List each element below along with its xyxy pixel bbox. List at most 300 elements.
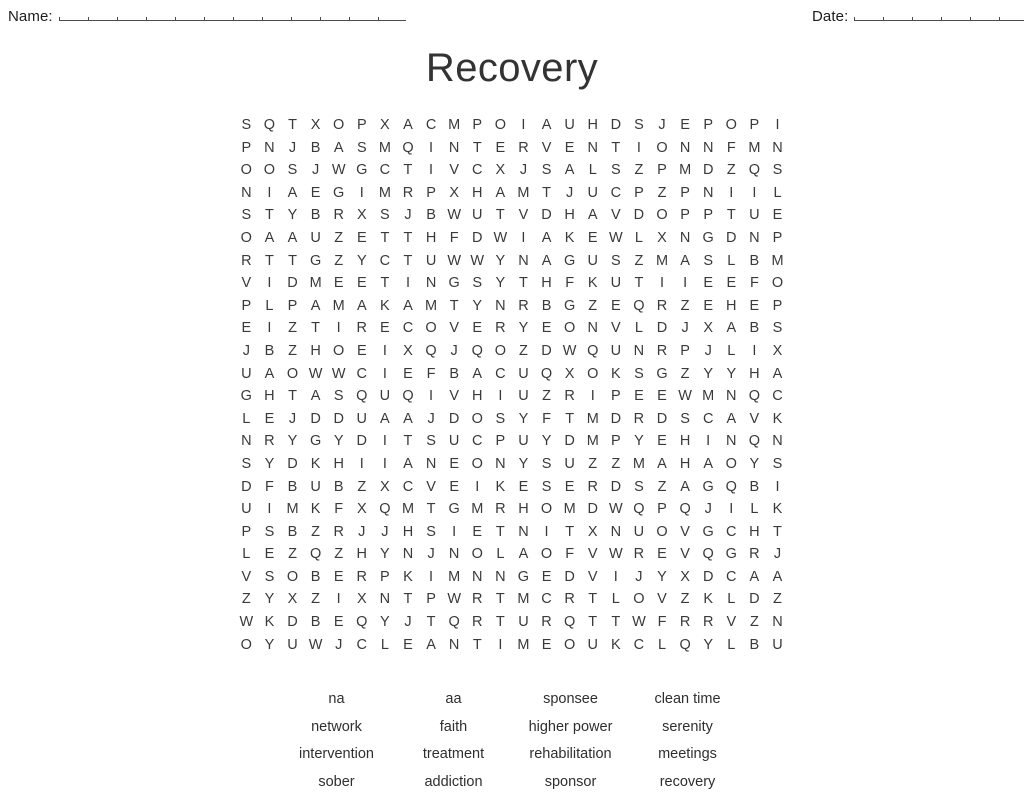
grid-cell[interactable]: W [327,159,350,182]
grid-cell[interactable]: U [604,340,627,363]
grid-cell[interactable]: Z [627,159,650,182]
grid-cell[interactable]: Y [697,363,720,386]
grid-cell[interactable]: V [535,137,558,160]
grid-cell[interactable]: G [327,182,350,205]
grid-cell[interactable]: X [651,227,674,250]
grid-cell[interactable]: Y [489,250,512,273]
grid-cell[interactable]: I [258,272,281,295]
grid-cell[interactable]: T [420,611,443,634]
grid-cell[interactable]: A [558,159,581,182]
grid-cell[interactable]: H [674,430,697,453]
grid-cell[interactable]: H [674,453,697,476]
grid-cell[interactable]: M [420,295,443,318]
grid-cell[interactable]: S [420,430,443,453]
grid-cell[interactable]: S [258,521,281,544]
word-list-item[interactable]: clean time [629,686,746,714]
grid-cell[interactable]: C [420,114,443,137]
grid-cell[interactable]: J [443,340,466,363]
grid-cell[interactable]: B [281,521,304,544]
grid-cell[interactable]: Y [535,430,558,453]
grid-cell[interactable]: V [674,543,697,566]
grid-cell[interactable]: J [512,159,535,182]
grid-cell[interactable]: L [604,588,627,611]
grid-cell[interactable]: W [604,227,627,250]
grid-cell[interactable]: W [489,227,512,250]
grid-cell[interactable]: Y [720,363,743,386]
grid-cell[interactable]: M [327,295,350,318]
grid-cell[interactable]: E [350,340,373,363]
grid-cell[interactable]: E [720,272,743,295]
grid-cell[interactable]: I [373,340,396,363]
grid-cell[interactable]: G [720,543,743,566]
grid-cell[interactable]: D [304,408,327,431]
grid-cell[interactable]: M [581,408,604,431]
grid-cell[interactable]: Z [281,317,304,340]
grid-cell[interactable]: L [489,543,512,566]
grid-cell[interactable]: Y [327,430,350,453]
name-input-line[interactable] [59,6,406,21]
grid-cell[interactable]: K [304,498,327,521]
grid-cell[interactable]: E [397,363,420,386]
grid-cell[interactable]: Q [350,385,373,408]
grid-cell[interactable]: T [604,611,627,634]
grid-cell[interactable]: D [281,453,304,476]
grid-cell[interactable]: Q [304,543,327,566]
grid-cell[interactable]: Y [743,453,766,476]
grid-cell[interactable]: B [258,340,281,363]
grid-cell[interactable]: D [697,566,720,589]
word-list-item[interactable]: serenity [629,714,746,742]
grid-cell[interactable]: M [674,159,697,182]
grid-cell[interactable]: T [489,204,512,227]
grid-cell[interactable]: M [512,588,535,611]
grid-cell[interactable]: M [697,385,720,408]
grid-cell[interactable]: H [466,182,489,205]
grid-cell[interactable]: R [627,543,650,566]
grid-cell[interactable]: F [327,498,350,521]
grid-cell[interactable]: Q [443,611,466,634]
grid-cell[interactable]: M [512,182,535,205]
grid-cell[interactable]: Q [397,385,420,408]
grid-cell[interactable]: D [627,204,650,227]
grid-cell[interactable]: N [604,521,627,544]
grid-cell[interactable]: G [558,250,581,273]
grid-cell[interactable]: W [627,611,650,634]
grid-cell[interactable]: N [466,566,489,589]
grid-cell[interactable]: X [697,317,720,340]
grid-cell[interactable]: D [558,430,581,453]
grid-cell[interactable]: P [766,295,789,318]
grid-cell[interactable]: A [397,408,420,431]
grid-cell[interactable]: C [720,566,743,589]
grid-cell[interactable]: A [674,476,697,499]
date-input-line[interactable] [854,6,1024,21]
grid-cell[interactable]: R [258,430,281,453]
grid-cell[interactable]: J [651,114,674,137]
grid-cell[interactable]: N [674,227,697,250]
grid-cell[interactable]: P [420,182,443,205]
grid-cell[interactable]: X [766,340,789,363]
grid-cell[interactable]: U [558,114,581,137]
grid-cell[interactable]: B [420,204,443,227]
grid-cell[interactable]: E [258,408,281,431]
grid-cell[interactable]: C [766,385,789,408]
grid-cell[interactable]: T [512,272,535,295]
grid-cell[interactable]: A [420,634,443,657]
grid-cell[interactable]: J [697,340,720,363]
grid-cell[interactable]: X [350,588,373,611]
grid-cell[interactable]: P [627,182,650,205]
grid-cell[interactable]: V [420,476,443,499]
grid-cell[interactable]: X [397,340,420,363]
grid-cell[interactable]: Y [489,272,512,295]
grid-cell[interactable]: U [558,453,581,476]
grid-cell[interactable]: U [627,521,650,544]
grid-cell[interactable]: H [743,521,766,544]
grid-cell[interactable]: H [581,114,604,137]
grid-cell[interactable]: E [512,476,535,499]
grid-cell[interactable]: F [420,363,443,386]
grid-cell[interactable]: H [743,363,766,386]
grid-cell[interactable]: O [466,453,489,476]
grid-cell[interactable]: A [581,204,604,227]
grid-cell[interactable]: T [397,159,420,182]
grid-cell[interactable]: O [535,543,558,566]
grid-cell[interactable]: E [373,317,396,340]
grid-cell[interactable]: M [304,272,327,295]
grid-cell[interactable]: R [651,340,674,363]
grid-cell[interactable]: M [651,250,674,273]
grid-cell[interactable]: P [466,114,489,137]
grid-cell[interactable]: I [512,114,535,137]
grid-cell[interactable]: A [535,114,558,137]
grid-cell[interactable]: J [281,137,304,160]
grid-cell[interactable]: U [512,611,535,634]
grid-cell[interactable]: I [373,363,396,386]
grid-cell[interactable]: N [766,611,789,634]
grid-cell[interactable]: R [327,204,350,227]
grid-cell[interactable]: E [258,543,281,566]
grid-cell[interactable]: G [350,159,373,182]
grid-cell[interactable]: I [420,137,443,160]
grid-cell[interactable]: T [397,588,420,611]
grid-cell[interactable]: G [443,272,466,295]
grid-cell[interactable]: Y [512,408,535,431]
grid-cell[interactable]: B [743,634,766,657]
grid-cell[interactable]: E [535,317,558,340]
grid-cell[interactable]: P [651,498,674,521]
grid-cell[interactable]: Q [674,498,697,521]
grid-cell[interactable]: J [558,182,581,205]
grid-cell[interactable]: V [651,588,674,611]
grid-cell[interactable]: U [235,498,258,521]
grid-cell[interactable]: E [743,295,766,318]
grid-cell[interactable]: Z [327,543,350,566]
grid-cell[interactable]: Z [651,182,674,205]
grid-cell[interactable]: I [489,385,512,408]
grid-cell[interactable]: U [420,250,443,273]
grid-cell[interactable]: N [443,137,466,160]
grid-cell[interactable]: R [350,317,373,340]
grid-cell[interactable]: A [743,566,766,589]
grid-cell[interactable]: Y [466,295,489,318]
grid-cell[interactable]: I [512,227,535,250]
grid-cell[interactable]: Z [743,611,766,634]
grid-cell[interactable]: E [651,543,674,566]
grid-cell[interactable]: S [627,476,650,499]
grid-cell[interactable]: H [258,385,281,408]
grid-cell[interactable]: B [304,566,327,589]
grid-cell[interactable]: O [627,588,650,611]
word-list-item[interactable]: network [278,714,395,742]
grid-cell[interactable]: V [720,611,743,634]
grid-cell[interactable]: D [720,227,743,250]
grid-cell[interactable]: V [604,204,627,227]
grid-cell[interactable]: D [651,317,674,340]
grid-cell[interactable]: V [512,204,535,227]
grid-cell[interactable]: Q [743,385,766,408]
grid-cell[interactable]: Q [697,543,720,566]
grid-cell[interactable]: E [697,272,720,295]
grid-cell[interactable]: T [281,114,304,137]
grid-cell[interactable]: U [743,204,766,227]
grid-cell[interactable]: E [466,317,489,340]
grid-cell[interactable]: G [558,295,581,318]
grid-cell[interactable]: O [720,453,743,476]
grid-cell[interactable]: S [535,476,558,499]
grid-cell[interactable]: E [350,272,373,295]
grid-cell[interactable]: J [235,340,258,363]
grid-cell[interactable]: V [235,566,258,589]
grid-cell[interactable]: X [281,588,304,611]
grid-cell[interactable]: G [235,385,258,408]
grid-cell[interactable]: E [697,295,720,318]
grid-cell[interactable]: N [443,543,466,566]
grid-cell[interactable]: D [604,408,627,431]
grid-cell[interactable]: Z [281,543,304,566]
grid-cell[interactable]: I [443,521,466,544]
grid-cell[interactable]: I [258,182,281,205]
grid-cell[interactable]: I [350,182,373,205]
grid-cell[interactable]: K [766,408,789,431]
grid-cell[interactable]: T [627,272,650,295]
grid-cell[interactable]: X [350,204,373,227]
grid-cell[interactable]: T [581,611,604,634]
grid-cell[interactable]: E [651,430,674,453]
grid-cell[interactable]: E [489,137,512,160]
grid-cell[interactable]: Z [651,476,674,499]
grid-cell[interactable]: C [373,250,396,273]
grid-cell[interactable]: R [651,295,674,318]
grid-cell[interactable]: M [581,430,604,453]
grid-cell[interactable]: W [674,385,697,408]
grid-cell[interactable]: A [720,317,743,340]
grid-cell[interactable]: R [674,611,697,634]
grid-cell[interactable]: Z [304,588,327,611]
grid-cell[interactable]: X [558,363,581,386]
word-search-grid[interactable] [235,114,789,656]
grid-cell[interactable]: P [651,159,674,182]
grid-cell[interactable]: J [281,408,304,431]
grid-cell[interactable]: Y [258,453,281,476]
grid-cell[interactable]: O [327,340,350,363]
grid-cell[interactable]: R [581,476,604,499]
grid-cell[interactable]: R [466,588,489,611]
grid-cell[interactable]: E [627,385,650,408]
grid-cell[interactable]: Q [720,476,743,499]
grid-cell[interactable]: O [327,114,350,137]
word-list-item[interactable]: recovery [629,769,746,796]
grid-cell[interactable]: R [697,611,720,634]
grid-cell[interactable]: L [627,317,650,340]
grid-cell[interactable]: S [627,114,650,137]
grid-cell[interactable]: G [304,250,327,273]
grid-cell[interactable]: N [420,272,443,295]
grid-cell[interactable]: S [281,159,304,182]
grid-cell[interactable]: Q [420,340,443,363]
grid-cell[interactable]: L [235,408,258,431]
grid-cell[interactable]: L [766,182,789,205]
grid-cell[interactable]: Q [743,159,766,182]
grid-cell[interactable]: N [512,521,535,544]
grid-cell[interactable]: J [373,521,396,544]
grid-cell[interactable]: Q [373,498,396,521]
grid-cell[interactable]: K [766,498,789,521]
grid-cell[interactable]: F [443,227,466,250]
grid-cell[interactable]: T [258,204,281,227]
grid-cell[interactable]: U [581,634,604,657]
grid-cell[interactable]: K [304,453,327,476]
grid-cell[interactable]: S [627,363,650,386]
grid-cell[interactable]: V [581,566,604,589]
grid-cell[interactable]: A [674,250,697,273]
grid-cell[interactable]: B [743,250,766,273]
grid-cell[interactable]: S [535,453,558,476]
grid-cell[interactable]: N [235,430,258,453]
grid-cell[interactable]: C [350,363,373,386]
grid-cell[interactable]: D [281,272,304,295]
grid-cell[interactable]: Q [350,611,373,634]
grid-cell[interactable]: C [627,634,650,657]
grid-cell[interactable]: E [766,204,789,227]
grid-cell[interactable]: I [350,453,373,476]
grid-cell[interactable]: N [766,137,789,160]
grid-cell[interactable]: N [397,543,420,566]
grid-cell[interactable]: P [235,137,258,160]
grid-cell[interactable]: I [535,521,558,544]
grid-cell[interactable]: Q [258,114,281,137]
grid-cell[interactable]: Z [535,385,558,408]
grid-cell[interactable]: P [697,114,720,137]
grid-cell[interactable]: E [235,317,258,340]
grid-cell[interactable]: K [581,272,604,295]
grid-cell[interactable]: D [350,430,373,453]
grid-cell[interactable]: V [235,272,258,295]
grid-cell[interactable]: P [235,521,258,544]
grid-cell[interactable]: O [720,114,743,137]
grid-cell[interactable]: P [281,295,304,318]
grid-cell[interactable]: X [373,476,396,499]
grid-cell[interactable]: O [581,363,604,386]
grid-cell[interactable]: Y [373,543,396,566]
grid-cell[interactable]: H [304,340,327,363]
grid-cell[interactable]: I [720,182,743,205]
grid-cell[interactable]: R [489,317,512,340]
grid-cell[interactable]: W [558,340,581,363]
grid-cell[interactable]: Z [512,340,535,363]
grid-cell[interactable]: O [489,114,512,137]
grid-cell[interactable]: I [420,566,443,589]
grid-cell[interactable]: V [604,317,627,340]
grid-cell[interactable]: G [443,498,466,521]
grid-cell[interactable]: A [304,385,327,408]
grid-cell[interactable]: O [466,543,489,566]
grid-cell[interactable]: U [235,363,258,386]
grid-cell[interactable]: L [373,634,396,657]
grid-cell[interactable]: S [535,159,558,182]
grid-cell[interactable]: L [720,634,743,657]
grid-cell[interactable]: G [697,227,720,250]
grid-cell[interactable]: M [443,566,466,589]
grid-cell[interactable]: J [397,611,420,634]
grid-cell[interactable]: S [420,521,443,544]
grid-cell[interactable]: K [604,363,627,386]
word-list-item[interactable]: sober [278,769,395,796]
grid-cell[interactable]: I [766,114,789,137]
grid-cell[interactable]: Y [281,430,304,453]
grid-cell[interactable]: E [443,476,466,499]
grid-cell[interactable]: K [489,476,512,499]
grid-cell[interactable]: B [304,137,327,160]
grid-cell[interactable]: G [697,476,720,499]
grid-cell[interactable]: K [397,566,420,589]
word-list-item[interactable]: na [278,686,395,714]
grid-cell[interactable]: Q [535,363,558,386]
grid-cell[interactable]: K [604,634,627,657]
grid-cell[interactable]: K [373,295,396,318]
grid-cell[interactable]: P [235,295,258,318]
grid-cell[interactable]: R [627,408,650,431]
grid-cell[interactable]: T [397,250,420,273]
grid-cell[interactable]: K [258,611,281,634]
grid-cell[interactable]: S [327,385,350,408]
grid-cell[interactable]: A [397,453,420,476]
grid-cell[interactable]: L [720,250,743,273]
grid-cell[interactable]: S [766,317,789,340]
grid-cell[interactable]: E [674,114,697,137]
grid-cell[interactable]: D [235,476,258,499]
grid-cell[interactable]: C [489,363,512,386]
grid-cell[interactable]: Y [651,566,674,589]
grid-cell[interactable]: N [720,385,743,408]
grid-cell[interactable]: W [443,250,466,273]
grid-cell[interactable]: U [512,363,535,386]
grid-cell[interactable]: S [674,408,697,431]
grid-cell[interactable]: J [397,204,420,227]
grid-cell[interactable]: E [558,137,581,160]
grid-cell[interactable]: J [674,317,697,340]
grid-cell[interactable]: T [443,295,466,318]
grid-cell[interactable]: R [327,521,350,544]
grid-cell[interactable]: G [512,566,535,589]
grid-cell[interactable]: O [420,317,443,340]
grid-cell[interactable]: J [350,521,373,544]
grid-cell[interactable]: Q [627,295,650,318]
grid-cell[interactable]: C [397,476,420,499]
grid-cell[interactable]: T [281,385,304,408]
grid-cell[interactable]: S [235,114,258,137]
grid-cell[interactable]: D [327,408,350,431]
